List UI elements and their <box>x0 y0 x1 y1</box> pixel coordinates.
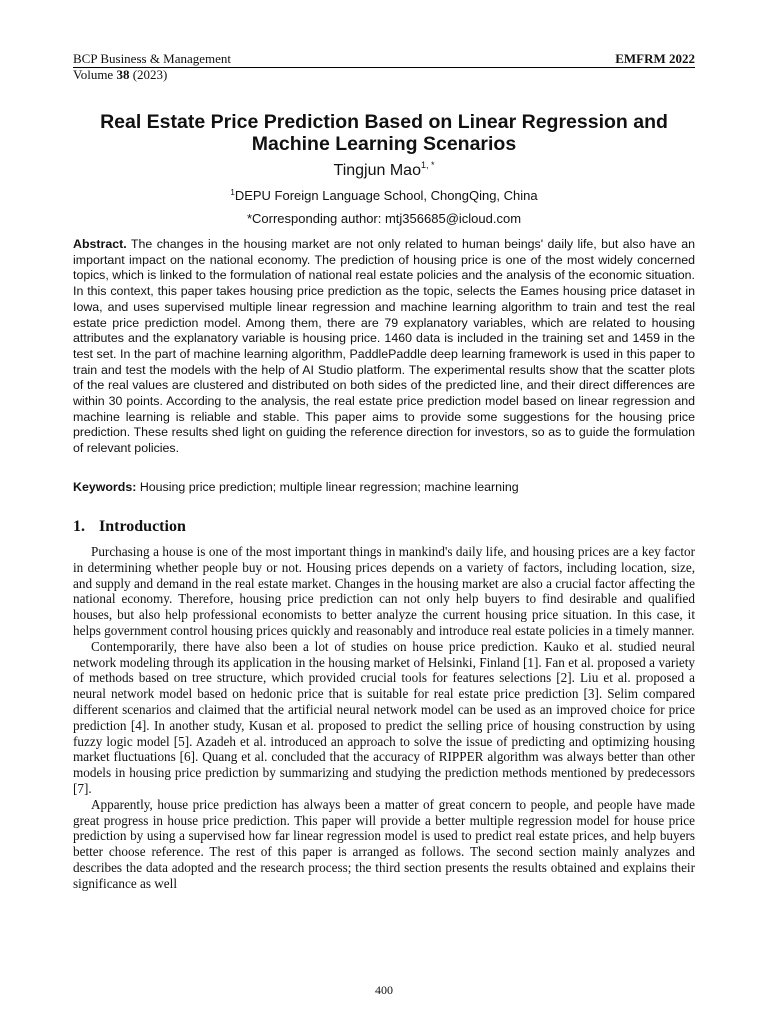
affiliation <box>73 188 695 204</box>
volume-year: (2023) <box>132 67 168 82</box>
abstract-text: The changes in the housing market are not only related to human beings' daily life, but also have an important impact on the national economy. The prediction of housing price is one of the most widely concerned topics, which is linked to the formulation of national real estate policies and the analysis of the economic situation. In this context, this paper takes housing price prediction as the topic, selects the Eames housing price dataset in Iowa, and uses supervised multiple linear regression and machine learning algorithm to train and test the real estate price prediction model. Among them, there are 79 explanatory variables, which are related to housing attributes and the explanatory variable is housing price. 1460 data is included in the training set and 1459 in the test set. In the part of machine learning algorithm, PaddlePaddle deep learning framework is used in this paper to train and test the models with the help of AI Studio platform. The experimental results show that the scatter plots of the real values are clustered and distributed on both sides of the predicted line, and their direct differences are within 30 points. According to the analysis, the real estate price prediction model based on linear regression and machine learning is reliable and stable. This paper aims to provide some suggestions for the housing price prediction. These results shed light on guiding the reference direction for investors, so as to guide the formulation of relevant policies. <box>73 237 695 456</box>
paragraph: Purchasing a house is one of the most important things in mankind's daily life, and housing prices are a key factor in determining whether people buy or not. Housing prices depends on a variety of factors, including location, size, and supply and demand in the real estate market. Changes in the housing market are also a crucial factor affecting the national economy. Therefore, housing price prediction can not only help buyers to find desirable and qualified houses, but also help professional economists to better analyze the current housing price situation. In this case, it helps government control housing prices quickly and reasonably and introduce real estate policies in a timely manner. <box>73 544 695 638</box>
corresponding-author: *Corresponding author: mtj356685@icloud.com <box>246 211 522 226</box>
section-title: Introduction <box>99 518 186 535</box>
affiliation-text: DEPU Foreign Language School, ChongQing, China <box>234 188 538 203</box>
keywords <box>73 479 695 495</box>
keywords-label: Keywords: <box>73 480 137 494</box>
page-number: 400 <box>375 983 393 997</box>
paper-title: Real Estate Price Prediction Based on Linear Regression and Machine Learning Scenarios <box>100 111 668 155</box>
author-name: Tingjun Mao <box>333 162 421 179</box>
paper-page <box>73 0 695 1024</box>
section-body <box>73 544 695 892</box>
section-number: 1. <box>73 518 85 535</box>
section-heading <box>73 518 186 536</box>
volume-label: Volume <box>73 67 114 82</box>
paragraph: Contemporarily, there have also been a lot of studies on house price prediction. Kauko et al. studied neural network modeling through its application in the housing market of Helsinki, Finland [1]. Fan et al. proposed a variety of methods based on tree structure, which provided crucial tools for features selections [2]. Liu et al. proposed a neural network model based on hedonic price that is suitable for real estate price prediction [3]. Selim compared different scenarios and claimed that the artificial neural network model can be used as an improved choice for price prediction [4]. In another study, Kusan et al. proposed to predict the selling price of housing construction by using fuzzy logic model [5]. Azadeh et al. introduced an approach to solve the issue of predicting and optimizing housing market fluctuations [6]. Quang et al. concluded that the accuracy of RIPPER algorithm was always better than other models in housing price prediction by summarizing and studying the prediction methods mentioned by predecessors [7]. <box>73 638 695 796</box>
abstract <box>73 237 695 457</box>
affiliation-superscript: 1 <box>230 188 235 197</box>
keywords-text: Housing price prediction; multiple linear regression; machine learning <box>139 480 519 494</box>
abstract-label: Abstract. <box>73 237 127 251</box>
volume-number: 38 <box>116 67 130 82</box>
conference-name: EMFRM 2022 <box>615 51 695 66</box>
author-superscript: 1, * <box>420 160 435 170</box>
volume-info <box>73 68 167 82</box>
paragraph: Apparently, house price prediction has always been a matter of great concern to people, and people have made great progress in house price prediction. This paper will provide a better multiple regression model for house price prediction by using a supervised how far linear regression model is used to predict real estate prices, and help buyers better choose reference. The rest of this paper is arranged as follows. The second section mainly analyzes and describes the data adopted and the research process; the third section presents the results obtained and explains their significance as well <box>73 796 695 891</box>
author-line <box>73 162 695 180</box>
journal-name: BCP Business & Management <box>73 51 232 66</box>
